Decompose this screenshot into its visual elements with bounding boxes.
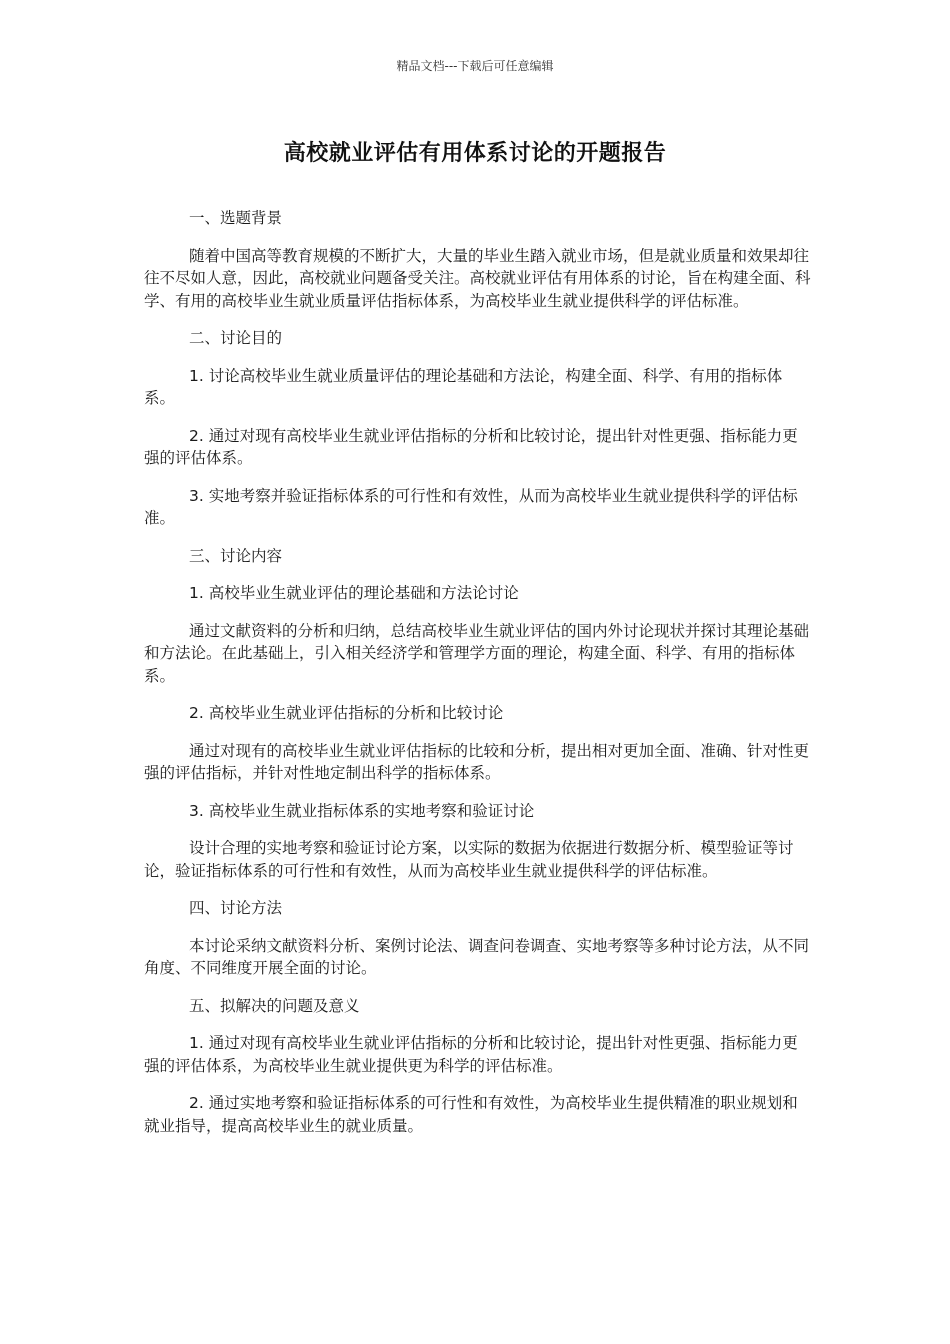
paragraph-methods: 本讨论采纳文献资料分析、案例讨论法、调查问卷调查、实地考察等多种讨论方法，从不同角度、不同维度开展全面的讨论。 <box>144 936 810 977</box>
purpose-item-3: 3. 实地考察并验证指标体系的可行性和有效性，从而为高校毕业生就业提供科学的评估标准。 <box>144 486 798 527</box>
content-subheading-1: 1. 高校毕业生就业评估的理论基础和方法论讨论 <box>189 584 519 602</box>
content-subheading-3: 3. 高校毕业生就业指标体系的实地考察和验证讨论 <box>189 801 535 820</box>
significance-item-1: 1. 通过对现有高校毕业生就业评估指标的分析和比较讨论，提出针对性更强、指标能力更强的评估体系，为高校毕业生就业提供更为科学的评估标准。 <box>144 1034 798 1075</box>
content-paragraph-2: 通过对现有的高校毕业生就业评估指标的比较和分析，提出相对更加全面、准确、针对性更强的评估指标，并针对性地定制出科学的指标体系。 <box>144 741 810 782</box>
section-heading-content: 三、讨论内容 <box>189 546 283 565</box>
content-subheading-2: 2. 高校毕业生就业评估指标的分析和比较讨论 <box>189 704 504 722</box>
document-body <box>144 207 812 1152</box>
content-paragraph-3: 设计合理的实地考察和验证讨论方案，以实际的数据为依据进行数据分析、模型验证等讨论，验证指标体系的可行性和有效性，从而为高校毕业生就业提供科学的评估标准。 <box>144 839 794 880</box>
document-title: 高校就业评估有用体系讨论的开题报告 <box>283 141 667 166</box>
section-heading-purpose: 二、讨论目的 <box>189 329 283 347</box>
significance-item-2: 2. 通过实地考察和验证指标体系的可行性和有效性，为高校毕业生提供精准的职业规划和就业指导，提高高校毕业生的就业质量。 <box>144 1094 798 1135</box>
section-heading-significance: 五、拟解决的问题及意义 <box>189 996 360 1015</box>
header-note: 精品文档---下载后可任意编辑 <box>396 59 554 73</box>
content-paragraph-1: 通过文献资料的分析和归纳，总结高校毕业生就业评估的国内外讨论现状并探讨其理论基础和方法论。在此基础上，引入相关经济学和管理学方面的理论，构建全面、科学、有用的指标体系。 <box>144 621 810 685</box>
purpose-item-1: 1. 讨论高校毕业生就业质量评估的理论基础和方法论，构建全面、科学、有用的指标体系。 <box>144 366 783 407</box>
paragraph-background: 随着中国高等教育规模的不断扩大，大量的毕业生踏入就业市场，但是就业质量和效果却往往不尽如人意，因此，高校就业问题备受关注。高校就业评估有用体系的讨论，旨在构建全面、科学、有用的高校毕业生就业质量评估指标体系，为高校毕业生就业提供科学的评估标准。 <box>144 246 811 310</box>
section-heading-methods: 四、讨论方法 <box>189 899 283 917</box>
purpose-item-2: 2. 通过对现有高校毕业生就业评估指标的分析和比较讨论，提出针对性更强、指标能力更强的评估体系。 <box>144 426 798 467</box>
section-heading-background: 一、选题背景 <box>189 209 283 227</box>
